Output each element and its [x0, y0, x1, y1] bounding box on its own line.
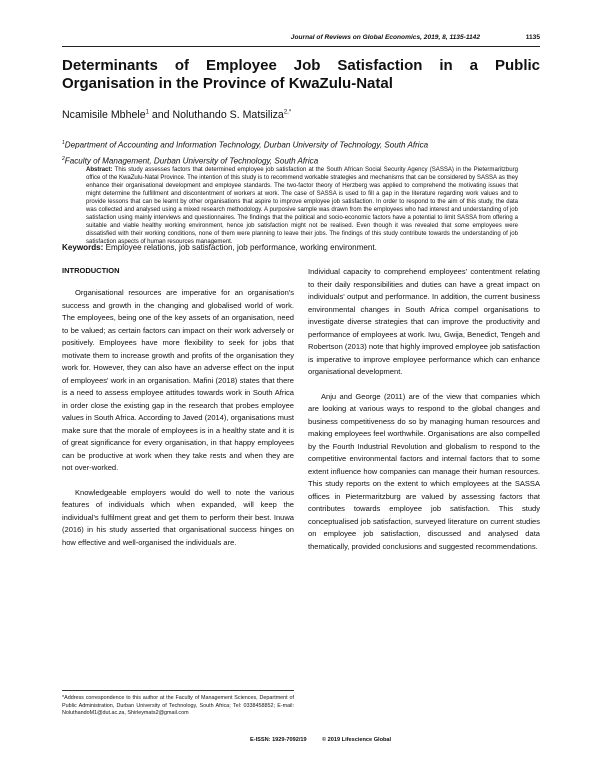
author-1: Ncamisile Mbhele: [62, 109, 146, 121]
section-heading-introduction: INTRODUCTION: [62, 266, 120, 275]
intro-paragraph-4: Anju and George (2011) are of the view that companies which are looking at various ways to respond to the global changes and business competitiveness do so by managing human resources and making employees feel worthwhile. Organisations are also compelled by the Fourth Industrial Revolution and globalism to respond to the competitive environmental factors and internal factors that to some extent influence how companies can manage their human resources. This study reports on the extent to which employees at the SASSA offices in Pietermaritzburg are valued by assessing factors that contributes towards employee job satisfaction. This study conceptualised job satisfaction, surveyed literature on current studies on employee job satisfaction, discussed and analysed data thematically, provided conclusions and suggested recommendations.: [308, 391, 540, 551]
author-connector: and: [148, 109, 173, 121]
affiliation-1: $^1$Department of Accounting and Information Technology, Durban University of Technology, South Africa: [62, 140, 429, 150]
affiliation-2: $^2$Faculty of Management, Durban University of Technology, South Africa: [62, 156, 319, 166]
keywords-text: Employee relations, job satisfaction, job performance, working environment.: [105, 243, 377, 252]
keywords: [62, 243, 377, 252]
left-column: [62, 266, 294, 549]
intro-paragraph-2: Knowledgeable employers would do well to note the various features of individuals which when expanded, will keep the individual's fulfilment great and get them to perform their best. Inuwa (2016) in his study asserted that organisational success hinges on how effective and well-organised the individuals are.: [62, 487, 294, 547]
article-title: Determinants of Employee Job Satisfaction in a Public Organisation in the Province of KwaZulu-Natal: [62, 57, 540, 92]
author-2: Noluthando S. Matsiliza: [172, 109, 284, 121]
intro-paragraph-1: Organisational resources are imperative for an organisation's success and growth in the changing and globalised world of work. The employees, being one of the key assets of an organisation, need to be valued; as certain factors can impact on their work adversely or positively. Employees have more flexibility to seek for jobs that motivate them to increase growth and profits of the organisation they work for. However, they can also have an adverse effect on the input of employees' work in an organisation. Mafini (2018) states that there is a need to assess employee attitudes towards work in South Africa in order close the existing gap in the research that probes employee values in South Africa. According to Javed (2014), organisations must make sure that the morale of employees is in a healthy state and it is of great significance for every organisation, in that happy employees can be productive at work when they take rests and when they are not over-worked.: [62, 288, 294, 472]
journal-citation: Journal of Reviews on Global Economics, 2019, 8, 1135-1142: [290, 34, 480, 41]
abstract-text: This study assesses factors that determined employee job satisfaction at the South African Social Security Agency (SASSA) in the Pietermaritzburg office of the KwaZulu-Natal Province. The intention of this study is to recommend workable strategies and mechanisms that can be considered by SASSA as they enhance their organisational development and employee standards. The two-factor theory of Herzberg was applied to comprehend the motivating issues that might determine the fulfillment and discontentment of workers at work. The case of SASSA is used to fill a gap in the literature regarding work values and to provide lessons that can be learnt by other organisations that aspire to improve employee job satisfaction. In order to respond to the aim of this study, the data was collected and analysed using a mixed research methodology. A purposive sample was drawn from the employees who had interest and understanding of job satisfaction using mainly interviews and questionnaires. The findings that the political and socio-economic factors have a potential to limit SASSA from offering a suitable and viable healthy working environment, hence job satisfaction might not be realised. Even though it was revealed that some employees were dissatisfied with their working conditions, none of them were planning to leave their jobs. The findings of this study contribute towards the understanding of job satisfaction aspects of human resources management.: [86, 167, 518, 245]
intro-paragraph-3: Individual capacity to comprehend employees' contentment relating to their daily responsibilities and duties can have a great impact on individuals' output and performance. In addition, the current business environmental changes in South Africa compel organisations to investigate diverse strategies that can improve the productivity and performance of employees at work. Iwu, Gwija, Benedict, Tengeh and Robertson (2013) note that highly improved employee job satisfaction is imperative to improve employee performance which can enhance organisational development.: [308, 267, 540, 376]
page-number: 1135: [525, 34, 540, 41]
author-list: [62, 109, 291, 121]
author-2-affiliation-mark: 2,*: [283, 109, 292, 116]
abstract-label: Abstract:: [86, 167, 113, 173]
running-header: [62, 34, 540, 47]
right-column: [308, 266, 540, 553]
issn: E-ISSN: 1929-7092/19: [250, 737, 307, 743]
abstract: [86, 166, 518, 246]
publisher-copyright: © 2019 Lifescience Global: [322, 737, 392, 743]
author-1-affiliation-mark: 1: [145, 109, 149, 116]
keywords-label: Keywords:: [62, 243, 104, 252]
correspondence-footnote: *Address correspondence to this author at the Faculty of Management Sciences, Department of Public Administration, Durban University of Technology, South Africa; Tel: 0338458852; E-mail: NoluthandoM1@dut.ac.za, Shirleymats2@gmail.com: [62, 690, 294, 718]
